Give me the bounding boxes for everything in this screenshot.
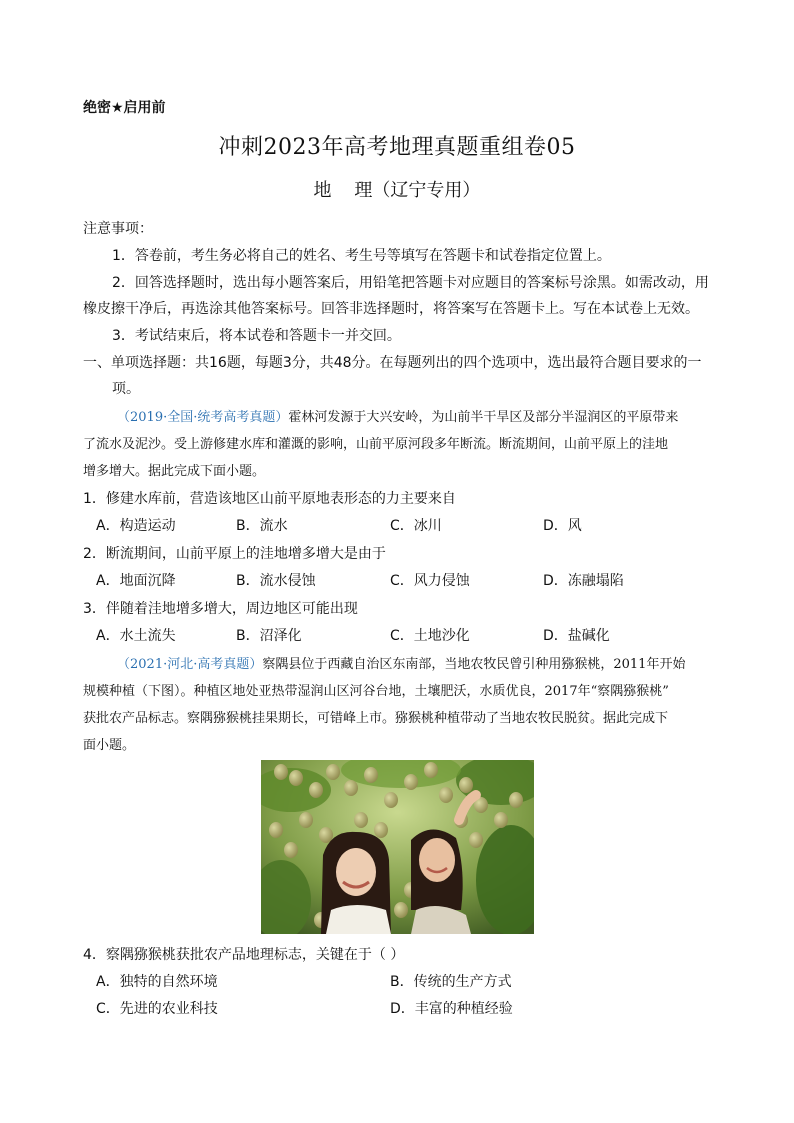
question-3-option-a[interactable]: A．水土流失: [96, 628, 176, 644]
material-2-line-4: 面小题。: [83, 738, 136, 753]
notice-item-3: 3．考试结束后，将本试卷和答题卡一并交回。: [112, 328, 401, 344]
question-1-stem: 1．修建水库前，营造该地区山前平原地表形态的力主要来自: [83, 491, 456, 507]
question-2-option-a[interactable]: A．地面沉降: [96, 573, 176, 589]
material-2-line-2: 规模种植（下图）。种植区地处亚热带湿润山区河谷台地，土壤肥沃，水质优良，2017年“察隅猕猴桃”: [83, 684, 669, 699]
notice-item-1: 1．答卷前，考生务必将自己的姓名、考生号等填写在答题卡和试卷指定位置上。: [112, 248, 611, 264]
material-1-line-1: [117, 406, 678, 425]
notice-heading: 注意事项：: [83, 221, 153, 237]
kiwifruit-orchard-photo: [261, 760, 534, 934]
page-title: 冲刺2023年高考地理真题重组卷05: [218, 135, 576, 160]
notice-item-2: 2．回答选择题时，选出每小题答案后，用铅笔把答题卡对应题目的答案标号涂黑。如需改动，用: [112, 275, 709, 291]
notice-item-2-cont: 橡皮擦干净后，再选涂其他答案标号。回答非选择题时，将答案写在答题卡上。写在本试卷上无效。: [83, 301, 699, 317]
material-1-source: （2019·全国·统考高考真题）: [117, 410, 289, 425]
question-1-option-b[interactable]: B．流水: [236, 518, 288, 534]
question-2-option-d[interactable]: D．冻融塌陷: [543, 573, 624, 589]
material-2-text: 察隅县位于西藏自治区东南部，当地农牧民曾引种用猕猴桃，2011年开始: [262, 657, 686, 672]
page-subtitle: 地 理（辽宁专用）: [313, 180, 481, 201]
question-2-option-c[interactable]: C．风力侵蚀: [390, 573, 470, 589]
material-1-line-3: 增多增大。据此完成下面小题。: [83, 464, 266, 479]
question-1-option-a[interactable]: A．构造运动: [96, 518, 176, 534]
question-2-option-b[interactable]: B．流水侵蚀: [236, 573, 316, 589]
question-4-option-d[interactable]: D．丰富的种植经验: [390, 1001, 513, 1017]
question-1-option-d[interactable]: D．风: [543, 518, 582, 534]
question-2-stem: 2．断流期间，山前平原上的洼地增多增大是由于: [83, 546, 386, 562]
question-4-option-b[interactable]: B．传统的生产方式: [390, 974, 512, 990]
question-4-option-a[interactable]: A．独特的自然环境: [96, 974, 218, 990]
confidential-label: 绝密★启用前: [83, 100, 166, 116]
material-2-line-3: 获批农产品标志。察隅猕猴桃挂果期长，可错峰上市。猕猴桃种植带动了当地农牧民脱贫。据此完成下: [83, 711, 669, 726]
material-2-source: （2021·河北·高考真题）: [117, 657, 263, 672]
material-1-text: 霍林河发源于大兴安岭，为山前半干旱区及部分半湿润区的平原带来: [288, 410, 679, 425]
question-3-option-d[interactable]: D．盐碱化: [543, 628, 610, 644]
question-3-option-c[interactable]: C．土地沙化: [390, 628, 470, 644]
material-2-line-1: [117, 653, 685, 672]
question-4-stem: 4．察隅猕猴桃获批农产品地理标志，关键在于（ ）: [83, 947, 405, 963]
material-1-line-2: 了流水及泥沙。受上游修建水库和灌溉的影响，山前平原河段多年断流。断流期间，山前平原上的洼地: [83, 437, 669, 452]
question-1-option-c[interactable]: C．冰川: [390, 518, 442, 534]
section-heading-cont: 项。: [112, 381, 140, 397]
section-heading: 一、单项选择题：共16题，每题3分，共48分。在每题列出的四个选项中，选出最符合题目要求的一: [83, 355, 702, 371]
question-3-stem: 3．伴随着洼地增多增大，周边地区可能出现: [83, 601, 358, 617]
question-3-option-b[interactable]: B．沼泽化: [236, 628, 302, 644]
question-4-option-c[interactable]: C．先进的农业科技: [96, 1001, 218, 1017]
